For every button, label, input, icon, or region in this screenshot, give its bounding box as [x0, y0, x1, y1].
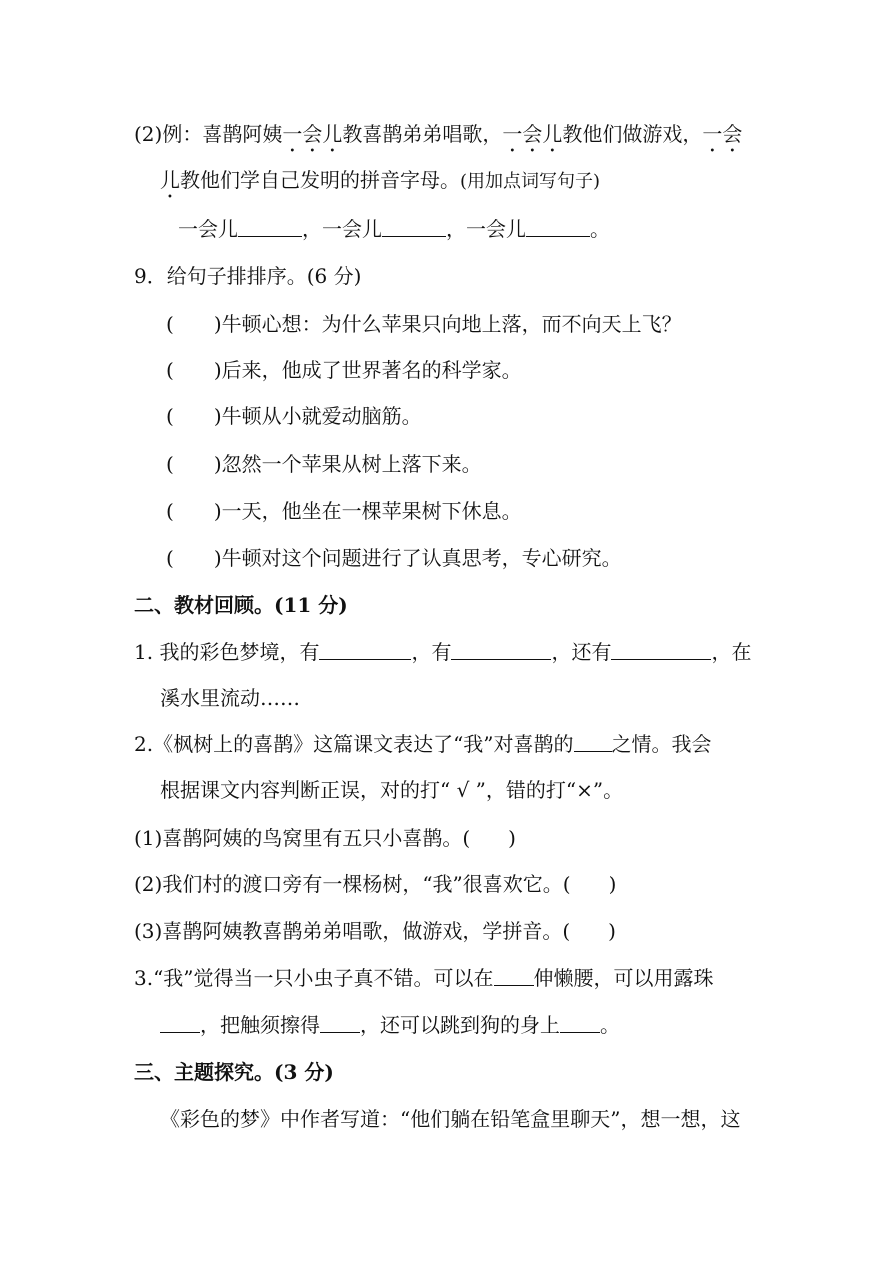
paren-close: ): [213, 452, 222, 476]
order-item-text: 一天，他坐在一棵苹果树下休息。: [221, 499, 522, 523]
answer-blank-3[interactable]: [526, 216, 590, 237]
dotted-word-3b: 儿: [160, 168, 180, 192]
order-item-text: 后来，他成了世界著名的科学家。: [221, 358, 522, 382]
s2-q3-blank-1[interactable]: [494, 965, 534, 986]
paren-close: ): [213, 546, 222, 570]
order-item-1: [166, 311, 682, 337]
s2-q1-blank-1[interactable]: [319, 639, 411, 660]
paren-close: ): [608, 919, 616, 943]
answer-blank-1[interactable]: [238, 216, 302, 237]
q8-2-part-a: 喜鹊阿姨: [202, 122, 283, 146]
s2-q2-a: 2.《枫树上的喜鹊》这篇课文表达了“我”对喜鹊的: [134, 732, 574, 756]
s2-q3-blank-3[interactable]: [320, 1012, 360, 1033]
paren-close: ): [213, 312, 222, 336]
section-3-title: 三、主题探究。(3 分): [134, 1060, 334, 1084]
judge-item-3: [134, 918, 616, 944]
comma-1: ，: [302, 217, 322, 241]
order-item-3: [166, 403, 422, 429]
q8-2-answer-line: [178, 216, 610, 242]
q8-2-example-line1: [134, 121, 742, 157]
section-3-text: 《彩色的梦》中作者写道：“他们躺在铅笔盒里聊天”，想一想，这: [160, 1107, 741, 1131]
paren-open: (: [166, 358, 174, 382]
paren-open: (: [166, 452, 174, 476]
s2-q1-a: 1. 我的彩色梦境，有: [134, 640, 320, 664]
s2-q3-a: 3.“我”觉得当一只小虫子真不错。可以在: [134, 966, 494, 990]
order-item-text: 牛顿心想：为什么苹果只向地上落，而不向天上飞？: [221, 312, 682, 336]
s2-q3-blank-4[interactable]: [560, 1012, 600, 1033]
judge-item-text: (3)喜鹊阿姨教喜鹊弟弟唱歌，做游戏，学拼音。(: [134, 919, 571, 943]
s2-q2-line2: 根据课文内容判断正误，对的打“ √ ”，错的打“×”。: [160, 778, 624, 802]
s2-q1-line2: 溪水里流动……: [160, 686, 300, 710]
fill-word-3: 一会儿: [466, 217, 526, 241]
paren-open: (: [166, 546, 174, 570]
order-item-5: [166, 498, 522, 524]
paren-close: ): [213, 358, 222, 382]
q8-2-part-d: 教他们学自己发明的拼音字母。: [180, 168, 460, 192]
paren-close: ): [508, 826, 516, 850]
section-2-title: 二、教材回顾。(11 分): [134, 593, 348, 617]
judge-item-text: (2)我们村的渡口旁有一棵杨树，“我”很喜欢它。(: [134, 872, 571, 896]
order-item-6: [166, 545, 622, 571]
fill-word-1: 一会儿: [178, 217, 238, 241]
q9-title: 9．给句子排排序。(6 分): [134, 264, 362, 288]
fill-word-2: 一会儿: [322, 217, 382, 241]
paren-open: (: [166, 404, 174, 428]
dotted-word-3a: 一会: [702, 122, 743, 146]
s2-q3-b: 伸懒腰，可以用露珠: [533, 966, 714, 990]
s2-q1-blank-3[interactable]: [611, 639, 711, 660]
paren-close: ): [213, 499, 222, 523]
order-item-text: 牛顿对这个问题进行了认真思考，专心研究。: [221, 546, 622, 570]
dotted-word-2: 一会儿: [502, 122, 563, 146]
dotted-word-1: [282, 122, 342, 146]
paren-open: (: [166, 312, 174, 336]
q8-2-label: (2)例：: [134, 122, 203, 146]
s2-q3-line2: [160, 1012, 620, 1038]
s2-q1-blank-2[interactable]: [451, 639, 551, 660]
paren-close: ): [213, 404, 222, 428]
s2-q3-blank-2[interactable]: [160, 1012, 200, 1033]
judge-item-1: [134, 825, 516, 851]
s2-q2-b: 之情。我会: [611, 732, 712, 756]
s2-q3-d: ，还可以跳到狗的身上: [360, 1013, 560, 1037]
paren-close: ): [608, 872, 617, 896]
s2-q3-c: ，把触须擦得: [200, 1013, 320, 1037]
s2-q3-e: 。: [600, 1013, 620, 1037]
answer-blank-2[interactable]: [382, 216, 446, 237]
order-item-2: [166, 357, 522, 383]
order-item-4: [166, 451, 482, 477]
q8-2-part-b: 教喜鹊弟弟唱歌，: [342, 122, 503, 146]
s2-q1-line1: [134, 639, 751, 665]
s2-q1-c: ，还有: [551, 640, 612, 664]
comma-2: ，: [446, 217, 466, 241]
q8-2-part-c: 教他们做游戏，: [562, 122, 703, 146]
s2-q2-line1: [134, 731, 712, 757]
s2-q2-blank[interactable]: [574, 731, 612, 752]
s2-q1-d: ，在: [711, 640, 752, 664]
q8-2-example-line2: [160, 167, 600, 203]
judge-item-text: (1)喜鹊阿姨的鸟窝里有五只小喜鹊。(: [134, 826, 471, 850]
judge-item-2: [134, 871, 616, 897]
s2-q3-line1: [134, 965, 714, 991]
s2-q1-b: ，有: [411, 640, 452, 664]
period-1: 。: [590, 217, 610, 241]
dotted-word-1-text: 一会儿: [282, 122, 343, 146]
q8-2-instruction: (用加点词写句子): [460, 171, 601, 192]
order-item-text: 牛顿从小就爱动脑筋。: [221, 404, 422, 428]
paren-open: (: [166, 499, 174, 523]
order-item-text: 忽然一个苹果从树上落下来。: [221, 452, 482, 476]
